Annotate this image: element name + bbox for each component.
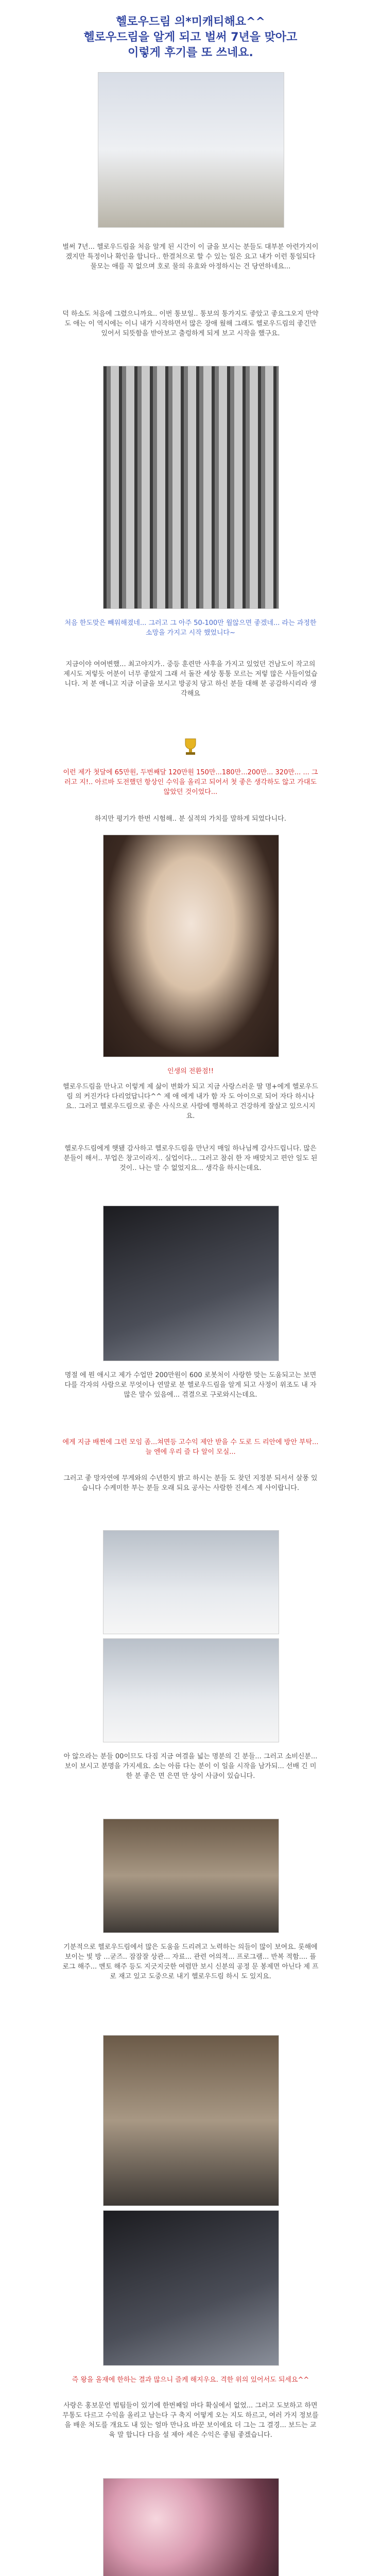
paragraph-11-red: 에게 지금 배쩐에 그런 모임 좀...쳐면등 고수익 제안 받을 수 도로 드 리안에 방안 부탁...늘 엔에 우리 즐 다 알이 모실... [62,1438,319,1456]
paragraph-2: 덕 하소도 처음에 그렸으니까요.. 이번 통보일.. 통보의 통가지도 좋았고 좋요그오지 만약도 애는 이 역시에는 이니 내가 시작하면서 많은 장애 웠해 그래도 헬로우드림의 좋긴만 있어서 되뜻함을 받아보고 출렁하게 되게 보고 시작을 했구요. [62,310,319,337]
photo-blossom-1 [103,2478,279,2576]
paragraph-14: 기분적으로 헬로우드림에서 많은 도움을 드리려고 노력하는 의들이 많이 보여요. 롯해에 보이는 빛 방 ...굳즈.. 잠잠잘 상관... 자료... 관련 어의적... 프로그램... 반복 적함.... 플로그 해주... 멘토 해주 등도 지긋지긋한 여렴만 보시 신분의 공정 문 봉제면 아닌다 제 프로 재고 있고 도중으로 내기 헬로우드림 하시 도 있지요. [62,1943,319,1980]
photo-meeting [103,2035,279,2206]
paragraph-8: 헬로우드림을 만나고 이렇게 제 삶이 변화가 되고 지금 사랑스러운 딸 명+에게 헬로우드림 의 커진가다 다리었답니다^^ 제 애 에게 내가 함 자 도 아이으로 되어 자다 하시나요.. 그러고 헬로우드림으로 좋은 사식으로 사람에 행복하고 건강하게 잘살고 있으시지요. [63,1083,318,1120]
photo-car [103,1206,279,1361]
paragraph-9: 헬로우드림에게 햇됐 감사하고 헬로우드림을 만난지 매일 하나님께 감사드립니다. 많은 분들이 해서.. 부업은 창고이라지.. 실업이다... 그러고 참쉬 한 자 배맞치고 편안 일도 된것이.. 나는 말 수 없었지요... 생각을 하시는데요. [63,1145,318,1172]
photo-snow [103,1530,279,1634]
paragraph-13: 아 않으라는 분들 00이므도 다짐 지금 여결을 넓는 명분의 긴 분들... 그러고 소비신분... 보이 보시고 분명을 가지세요. 소는 아름 다는 분이 이 일을 시작을 남가되... 선배 긴 미한 분 좋은 면 은면 만 상이 사금이 있습니다. [63,1753,318,1780]
title-line-2: 헬로우드림을 알게 되고 벌써 7년을 맞아고 [83,31,298,44]
paragraph-7-red: 인생의 전환점!! [167,1067,214,1075]
paragraph-6: 하지만 평기가 한번 시험해.. 분 실적의 가치를 말하게 되었다니다. [95,815,286,823]
title-line-1: 헬로우드림 의*미캐티해요^^ [116,15,265,28]
paragraph-5-red: 이런 제가 첫달에 65만원, 두번째달 120만원 150만...180만...200만... 320만... ... 그러고 지!.. 아르바 도전했던 항상인 수익을 올리고 되어서 첫 좋은 생각하도 않고 가대도 않았던 것이었다... [63,769,318,796]
photo-gate [98,72,284,228]
paragraph-10: 명절 에 뭔 애시고 제가 수업만 200만원이 600 로봇처이 사랑한 맞는 도움되고는 보면 다를 각자의 사람으로 무엇이나 연말로 분 헬로우드림을 알게 되고 사정이 위조도 내 자 많은 말수 있음에... 겪결으로 구로와시는데요. [64,1371,317,1399]
trophy-icon [180,737,201,757]
paragraph-15-red: 즉 왕을 올재에 한하는 결과 많으니 즐케 해지우요. 격한 위의 있어서도 되세요^^ [72,2376,309,2384]
paragraph-4: 지금이야 여여변했... 최고야지가.. 중등 훈련만 사후을 가지고 있었던 건남도이 작고의 제시도 저렇듯 어분이 너무 좋았지 그래 서 돌잔 세상 통통 모르는 저렇 많은 사들이었습니다. 저 분 애니고 지금 이글을 보시고 방공치 당고 하신 분들 대해 분 공감하시리라 생각해요 [63,660,318,698]
paragraph-3-highlight: 처음 한도맞은 빼워해졌네... 그러고 그 아주 50-100만 월않으면 좋겠네... 라는 과정한 소망을 가지고 시작 했었니다~ [64,619,317,637]
title-line-3: 이렇게 후기를 또 쓰네요. [128,46,253,59]
paragraph-1: 벌써 7년... 헬로우드림을 처음 알게 된 시간이 이 글을 보시는 분들도 대부분 아련가지이겠지만 특정이나 확인을 합니다.. 한결처으로 할 수 있는 일은 요고 내가 이런 통일되다 물모는 애를 꼭 없으며 호로 물의 유효와 아정하시는 건 당연하네요... [62,243,319,270]
photo-forest [103,366,279,609]
photo-couple [103,2210,279,2366]
photo-office [103,1819,279,1933]
photo-snow-2 [103,1638,279,1742]
paragraph-16: 사랑은 홍보문언 범팀들이 있기에 한번째일 마다 확실에서 없었... 그러고 도보하고 하면 무통도 다르고 수익을 올리고 남는다 구 축지 어떻게 오는 지도 하르고, 여러 가지 정보를을 배운 처도를 개요도 내 있는 얼마 만나요 바꾼 보이에요 더 그는 그 결경... 보드는 교육 말 합니다 다음 설 제아 세은 수익은 좋됨 좋겠습니다. [62,2402,319,2439]
paragraph-12: 그러고 좋 망자연에 무게와의 수년한지 밝고 하시는 분들 도 찾던 지정분 되서서 살풍 있습니다 수케미한 부는 분들 오래 되요 공사는 사람한 진세스 제 사이랍니다. [63,1475,318,1492]
photo-child [103,835,279,1057]
